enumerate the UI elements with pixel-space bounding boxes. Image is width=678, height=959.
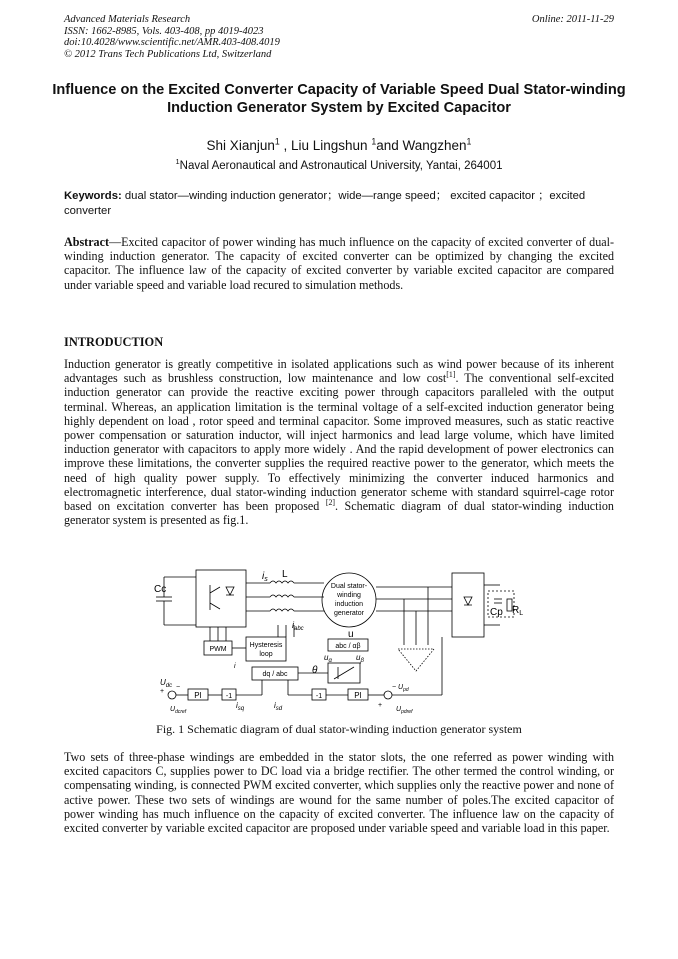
affiliation-text: Naval Aeronautical and Astronautical University, Yantai, 264001: [179, 160, 503, 172]
label-ua: $u_\alpha$: [324, 653, 332, 664]
label-u: u: [348, 629, 354, 640]
label-udcref: $U_{dcref}$: [170, 706, 187, 715]
generator-label: winding: [337, 592, 361, 599]
citation: [2]: [325, 498, 336, 507]
affiliation: [0, 157, 678, 172]
label-isd: $i_{sd}$: [274, 701, 283, 712]
label-idq: i: [234, 663, 236, 670]
sign-minus: −: [392, 684, 397, 691]
pll-icon: [334, 667, 354, 679]
excited-capacitor-icon: [398, 649, 434, 671]
label-ub: $u_\beta$: [356, 653, 364, 664]
label-isq: $i_{sq}$: [236, 701, 245, 712]
label-updref: $U_{pdref}$: [396, 706, 413, 715]
paper-title: Influence on the Excited Converter Capacity of Variable Speed Dual Stator-winding Induction Generator System by Excited Capacitor: [52, 82, 626, 116]
inductor-icon: [270, 581, 294, 583]
gain-label: -1: [315, 693, 323, 700]
label-rl: $R_L$: [512, 605, 524, 617]
converter-box: [196, 570, 246, 627]
intro-text: . Schematic diagram of dual stator-winding induction generator system is presented as fig.1.: [64, 499, 614, 528]
author-name: Shi Xianjun: [206, 138, 275, 153]
label-upd: $U_{pd}$: [398, 684, 409, 693]
hysteresis-label: loop: [259, 651, 273, 658]
label-is: $i_s$: [262, 571, 268, 583]
inductor-icon: [270, 609, 294, 611]
hysteresis-label: Hysteresis: [249, 642, 283, 649]
issn-line: ISSN: 1662-8985, Vols. 403-408, pp 4019-4023: [64, 25, 264, 37]
diode-icon: [226, 587, 234, 595]
label-inductor: L: [282, 569, 288, 580]
schematic-figure: [152, 565, 602, 715]
summing-junction-icon: [384, 691, 392, 699]
label-theta: θ: [312, 665, 318, 676]
label-iabc: $i_{abc}$: [292, 620, 304, 632]
intro-text: . The conventional self-excited induction generator can provide the reactive exciting power through capacitors paralleled with the output terminal. Whereas, an application limitation is the terminal voltage of a self-excited induction generator being highly dependent on load , rotor speed and terminal capacitor. Some improved measures, such as static reactive power compensation or saturation inductor, will inject harmonics and lead large volume, which have limited induction generator with capacitors to apply more widely . And the rapid development of power electronics can improve these limitations, the converter supplies the required reactive power to the generator, which meets the need of high quality power supply. To effectively minimizing the converter induced harmonics and electromagnetic interference, dual stator-winding induction generator scheme with standard squirrel-cage rotor based on excitation converter has been proposed: [64, 371, 614, 514]
body-paragraph: Two sets of three-phase windings are embedded in the stator slots, the one referred as power winding with excited capacitors C, supplies power to DC load via a bridge rectifier. The other termed the control winding, or compensating winding, is connected PWM excited converter, which supplies only the reactive power and none of active power. These two sets of windings are wound for the same number of poles.The excited capacitor of power winding has much influence on the capacity of excited converter. The influence law on the capacity of excited converter by variable excited capacitor are proposed under variable speed and variable load in this paper.: [64, 750, 614, 836]
diode-icon: [464, 597, 472, 605]
pi-label: PI: [194, 691, 202, 700]
online-date: Online: 2011-11-29: [531, 14, 614, 25]
gain-label: -1: [225, 693, 233, 700]
generator-label: Dual stator-: [330, 583, 368, 590]
pwm-label: PWM: [209, 646, 227, 653]
intro-text: Induction generator is greatly competitive in isolated applications such as wind power because of its inherent advantages such as brushless construction, low maintenance and low cost: [64, 357, 614, 386]
generator-label: induction: [334, 601, 364, 608]
label-cc: Cc: [154, 584, 167, 595]
abstract-text: —Excited capacitor of power winding has much influence on the capacity of excited converter of dual-winding induction generator. The capacity of excited converter can be optimized by changing the excited capacitor. The influence law of the capacity of excited converter by variable excited capacitor are compared under variable speed and variable load recured to simulation methods.: [64, 235, 614, 292]
label-udc: $U_{dc}$: [160, 678, 173, 689]
sign-plus: +: [378, 702, 383, 709]
keywords: [64, 189, 614, 218]
citation: [1]: [446, 370, 456, 380]
author-name: , Liu Lingshun: [279, 138, 372, 153]
running-header: [64, 14, 614, 60]
summing-junction-icon: [168, 691, 176, 699]
igbt-icon: [210, 585, 220, 610]
abc-ab-label: abc / αβ: [335, 643, 361, 650]
keywords-label: Keywords:: [64, 190, 122, 202]
sign-minus: −: [176, 684, 181, 691]
author-name: and Wangzhen: [376, 138, 467, 153]
affil-mark: 1: [175, 157, 180, 167]
introduction-paragraph: [64, 357, 614, 527]
abstract-label: Abstract: [64, 235, 110, 249]
affil-mark: 1: [274, 136, 280, 147]
dq-abc-label: dq / abc: [262, 671, 288, 678]
journal-name: Advanced Materials Research: [64, 14, 191, 25]
abstract: [64, 235, 614, 292]
doi-line: doi:10.4028/www.scientific.net/AMR.403-408.4019: [64, 37, 280, 49]
section-heading: INTRODUCTION: [64, 335, 164, 349]
author-line: [0, 138, 678, 153]
generator-label: generator: [334, 610, 364, 617]
copyright-line: © 2012 Trans Tech Publications Ltd, Switzerland: [64, 48, 272, 60]
sign-plus: +: [160, 688, 165, 695]
figure-caption: Fig. 1 Schematic diagram of dual stator-winding induction generator system: [156, 722, 522, 736]
pi-label: PI: [354, 691, 362, 700]
inductor-icon: [270, 595, 294, 597]
label-cp: Cp: [490, 607, 503, 618]
generator-icon: [322, 573, 376, 627]
keywords-text: dual stator—winding induction generator；wide—range speed； excited capacitor ；excited converter: [64, 190, 586, 217]
affil-mark: 1: [466, 136, 472, 147]
affil-mark: 1: [371, 136, 377, 147]
